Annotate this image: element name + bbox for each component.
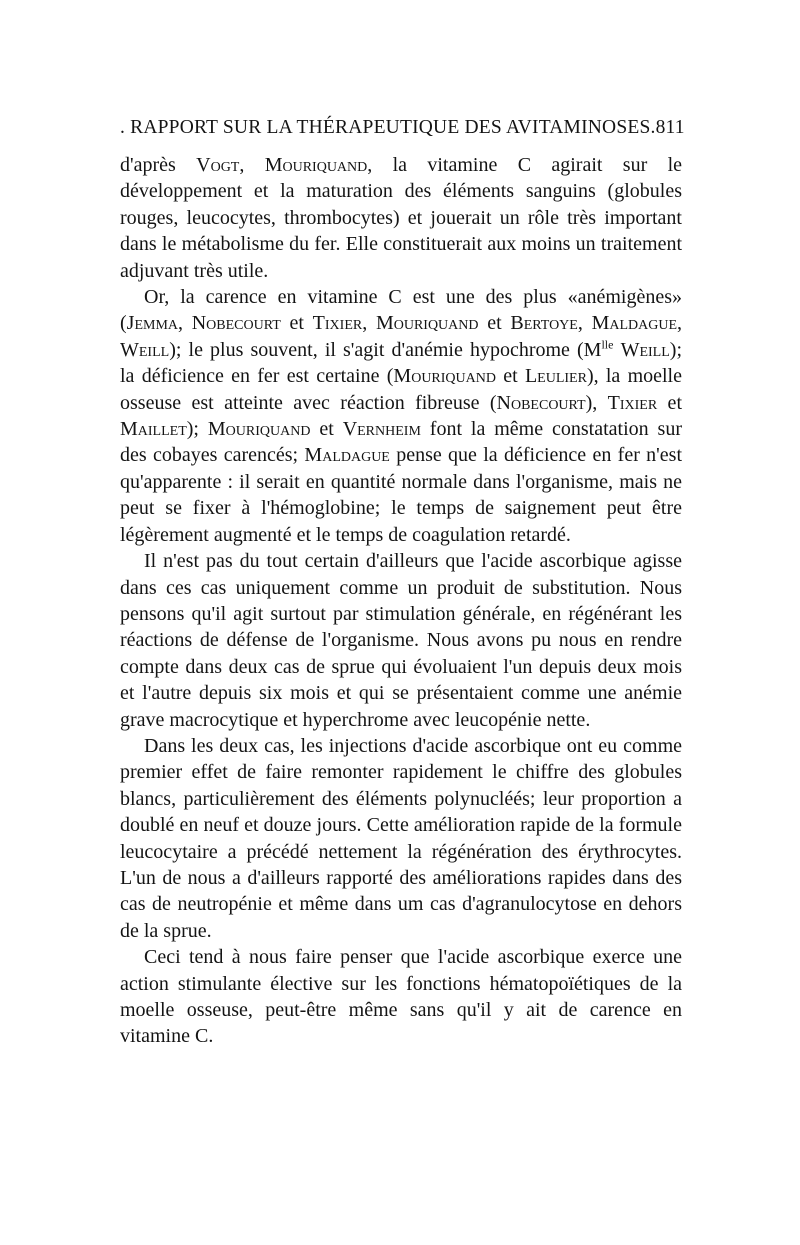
superscript: lle <box>601 337 614 352</box>
text-run: , la vitamine C agirait sur le développement et la maturation des éléments sanguins (globules rouges, leucocytes, thrombocytes) et jouerait un rôle très important dans le métabolisme du fer. Elle constituerait aux moins un traitement adjuvant très utile. <box>120 154 682 282</box>
author-name: Tixier <box>312 312 363 335</box>
text-run: ); la déficience en fer est certaine ( <box>120 338 682 388</box>
paragraph-5: Ceci tend à nous faire penser que l'acide ascorbique exerce une action stimulante élective sur les fonctions hématopoïétiques de la moelle osseuse, peut-être même sans qu'il y ait de carence en vitamine C. <box>120 946 682 1048</box>
author-name: Maldague <box>591 312 678 335</box>
paragraph-4: Dans les deux cas, les injections d'acide ascorbique ont eu comme premier effet de faire remonter rapidement le chiffre des globules blancs, particulièrement des éléments polynucléés; leur proportion a doublé en neuf et douze jours. Cette amélioration rapide de la formule leucocytaire a précédé nettement la régénération des érythrocytes. L'un de nous a d'ailleurs rapporté des améliorations rapides dans des cas de neutropénie et même dans um cas d'agranulocytose en dehors de la sprue. <box>120 734 682 942</box>
author-name: Mouriquand <box>264 154 368 176</box>
text-run: , <box>577 312 592 335</box>
text-run: , <box>677 312 683 335</box>
text-run: et <box>657 391 682 414</box>
author-name: Bertoye <box>510 312 578 335</box>
author-name: Maillet <box>120 418 187 441</box>
author-name: Vogt <box>196 154 240 176</box>
text-run: et <box>478 312 511 335</box>
author-name: Mouriquand <box>393 365 496 388</box>
author-name: Leulier <box>524 365 587 388</box>
text-run: pense que la déficience en fer n'est qu'apparente : il serait en quantité normale dans l'organisme, mais ne peut se fixer à l'hémoglobine; le temps de saignement peut être légèrement augmenté et le temps de coagulation retardé. <box>120 444 682 546</box>
text-run: Or, la carence en vitamine C est une des plus «anémigènes» ( <box>120 286 682 335</box>
running-header <box>120 117 685 139</box>
paragraph-3: Il n'est pas du tout certain d'ailleurs que l'acide ascorbique agisse dans ces cas uniquement comme un produit de substitution. Nous pensons qu'il agit surtout par stimulation générale, en régénérant les réactions de défense de l'organisme. Nous avons pu nous en rendre compte dans deux cas de sprue qui évoluaient l'un depuis deux mois et l'autre depuis six mois et qui se présentaient comme une anémie grave macrocytique et hyperchrome avec leucopénie nette. <box>120 550 682 731</box>
author-name: Maldague <box>304 444 390 467</box>
text-run: ), la moelle osseuse est atteinte avec réaction fibreuse ( <box>120 365 682 414</box>
text-run: , <box>178 312 192 335</box>
text-run: ); <box>186 418 208 441</box>
text-run: , <box>362 312 376 335</box>
text-run: ), <box>585 391 608 414</box>
author-name: Mouriquand <box>375 312 479 335</box>
text-run: et <box>280 312 313 335</box>
page-body <box>120 152 682 1050</box>
text-run: font la même constatation sur des cobayes carencés; <box>120 418 682 467</box>
author-name: Nobecourt <box>191 312 281 335</box>
text-run: et <box>310 418 343 441</box>
paragraph-1 <box>120 152 682 284</box>
author-name: Tixier <box>607 391 658 414</box>
text-run <box>613 339 620 361</box>
author-name: Mouriquand <box>207 418 311 441</box>
paragraph-2 <box>120 284 682 548</box>
author-name: Nobecourt <box>496 391 586 414</box>
author-name: Weill <box>120 338 170 361</box>
page-number: 811 <box>655 117 685 138</box>
running-title: . RAPPORT SUR LA THÉRAPEUTIQUE DES AVITAMINOSES. <box>120 117 656 138</box>
text-run: d'après <box>120 154 197 176</box>
text-run: , <box>239 154 265 176</box>
author-name: Vernheim <box>342 418 421 441</box>
text-run: ); le plus souvent, il s'agit d'anémie hypochrome (M <box>169 338 602 361</box>
author-name: Weill <box>620 338 670 361</box>
text-run: et <box>495 365 525 388</box>
author-name: Jemma <box>126 312 179 335</box>
